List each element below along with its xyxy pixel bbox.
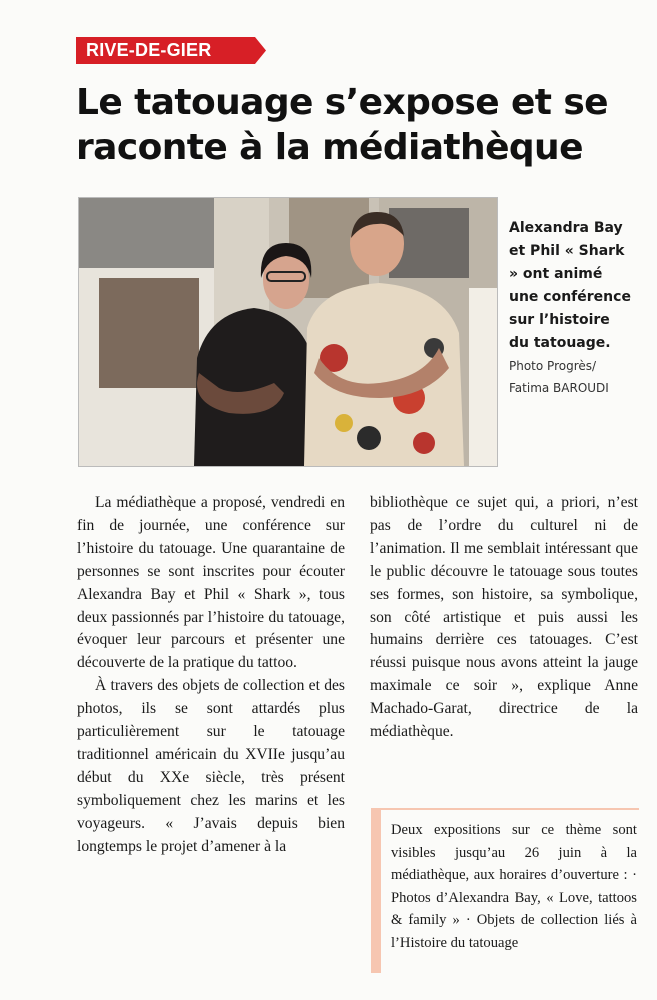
info-box-accent-bar: [371, 810, 381, 973]
photo-two-people-icon: [79, 198, 497, 466]
caption-text: Alexandra Bay et Phil « Shark » ont animé une conférence sur l’histoire du tatouage.: [509, 220, 631, 351]
section-tag-label: RIVE-DE-GIER: [86, 40, 212, 60]
headline: Le tatouage s’expose et se raconte à la médiathèque: [76, 82, 608, 168]
photo-caption: [509, 217, 634, 399]
article-column-right: [370, 492, 638, 744]
article-paragraph: La médiathèque a proposé, vendredi en fin de journée, une conférence sur l’histoire du tatouage. Une quarantaine de personnes se sont inscrites pour écouter Alexandra Bay et Phil « Shark », tous deux passionnés par l’histoire du tatouage, évoquer leur parcours et présenter une découverte de la pratique du tattoo.: [77, 494, 345, 672]
article-paragraph: bibliothèque ce sujet qui, a priori, n’est pas de l’ordre du culturel ni de l’animation. Il me semblait intéressant que le public découvre le tatouage sous toutes ses formes, son histoire, sa symbolique, son côté artistique et puis aussi les humains derrière ces tatouages. C’est réussi puisque nous avons atteint la jauge maximale ce soir », explique Anne Machado-Garat, directrice de la médiathèque.: [370, 494, 638, 741]
article-paragraph: À travers des objets de collection et des photos, ils se sont attardés plus particulièrement sur le tatouage traditionnel américain du XVIIe jusqu’au début du XXe siècle, très présent symboliquement chez les marins et les voyageurs. « J’avais depuis bien longtemps le projet d’amener à la: [77, 677, 345, 855]
section-tag: [76, 37, 266, 64]
info-box-text: Deux expositions sur ce thème sont visibles jusqu’au 26 juin à la médiathèque, aux horaires d’ouverture : · Photos d’Alexandra Bay, « Love, tattoos & family » · Objets de collection liés à l’Histoire du tatouage: [391, 822, 637, 951]
article-column-left: [77, 492, 345, 859]
article-photo: [78, 197, 498, 467]
photo-credit: Photo Progrès/ Fatima BAROUDI: [509, 359, 609, 395]
exhibition-info-box: [371, 808, 639, 973]
